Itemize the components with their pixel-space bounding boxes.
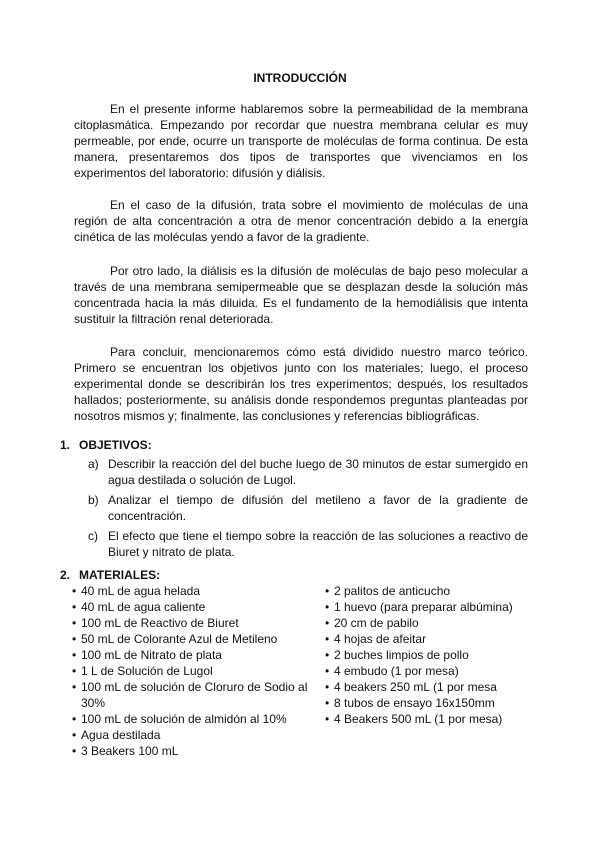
material-item: • 2 buches limpios de pollo [325, 648, 469, 662]
material-item: • 100 mL de Reactivo de Biuret [72, 616, 239, 630]
objetivo-text: Analizar el tiempo de difusión del metileno a favor de la gradiente de concentración. [108, 493, 528, 523]
intro-paragraph-4: Para concluir, mencionaremos cómo está dividido nuestro marco teórico. Primero se encuentran los objetivos junto con los materiales; luego, el proceso experimental donde se describirán los tres experimentos; después, los resultados hallados; posteriormente, su análisis donde respondemos preguntas planteadas por nosotros mismos y; finalmente, las conclusiones y referencias bibliográficas. [74, 345, 528, 423]
intro-paragraph-3: Por otro lado, la diálisis es la difusión de moléculas de bajo peso molecular a través de una membrana semipermeable que se desplazan desde la solución más concentrada hacia la más diluida. Es el fundamento de la hemodiálisis que intenta sustituir la filtración renal deteriorada. [74, 264, 528, 326]
material-item: • Agua destilada [72, 728, 161, 742]
objetivo-text: Describir la reacción del del buche luego de 30 minutos de estar sumergido en agua destilada o solución de Lugol. [108, 457, 528, 487]
objetivo-marker: a) [88, 457, 99, 471]
objetivo-marker: c) [88, 529, 98, 543]
objetivo-item [86, 456, 528, 488]
materiales-list-right [325, 583, 535, 727]
objetivo-marker: b) [88, 493, 99, 507]
material-item: • 4 hojas de afeitar [325, 632, 427, 646]
materiales-list-left [72, 583, 317, 759]
objetivos-list [86, 456, 528, 564]
objetivo-text: El efecto que tiene el tiempo sobre la reacción de las soluciones a reactivo de Biuret y nitrato de plata. [108, 529, 528, 559]
material-item: • 4 embudo (1 por mesa) [325, 664, 459, 678]
objetivo-item [86, 492, 528, 524]
material-item: • 20 cm de pabilo [325, 616, 419, 630]
material-item: • 100 mL de Nitrato de plata [72, 648, 222, 662]
page-title: INTRODUCCIÓN [253, 71, 347, 85]
material-item: • 1 L de Solución de Lugol [72, 664, 213, 678]
objetivos-heading [60, 438, 152, 452]
material-item: • 3 Beakers 100 mL [72, 744, 179, 758]
materiales-heading [60, 568, 160, 582]
material-item: • 100 mL de solución de almidón al 10% [72, 712, 287, 726]
material-item: • 2 palitos de anticucho [325, 584, 451, 598]
material-item: • 4 Beakers 500 mL (1 por mesa) [325, 712, 503, 726]
materiales-number: 2. [60, 568, 71, 582]
material-item: • 50 mL de Colorante Azul de Metileno [72, 632, 278, 646]
material-item: • 4 beakers 250 mL (1 por mesa [325, 680, 497, 694]
material-item: • 100 mL de solución de Cloruro de Sodio al 30% [72, 680, 308, 710]
material-item: • 40 mL de agua helada [72, 584, 200, 598]
intro-paragraph-2: En el caso de la difusión, trata sobre el movimiento de moléculas de una región de alta concentración a otra de menor concentración debido a la energía cinética de las moléculas yendo a favor de la gradiente. [74, 198, 528, 244]
materiales-heading-text: MATERIALES: [79, 568, 161, 582]
material-item: • 1 huevo (para preparar albúmina) [325, 600, 513, 614]
material-item: • 40 mL de agua caliente [72, 600, 206, 614]
material-item: • 8 tubos de ensayo 16x150mm [325, 696, 495, 710]
objetivo-item [86, 528, 528, 560]
objetivos-number: 1. [60, 438, 71, 452]
objetivos-heading-text: OBJETIVOS: [79, 438, 152, 452]
intro-paragraph-1: En el presente informe hablaremos sobre la permeabilidad de la membrana citoplasmática. Empezando por recordar que nuestra membrana celular es muy permeable, por ende, ocurre un transporte de moléculas de forma continua. De esta manera, presentaremos dos tipos de transportes que vivenciamos en los experimentos del laboratorio: difusión y diálisis. [74, 102, 528, 180]
